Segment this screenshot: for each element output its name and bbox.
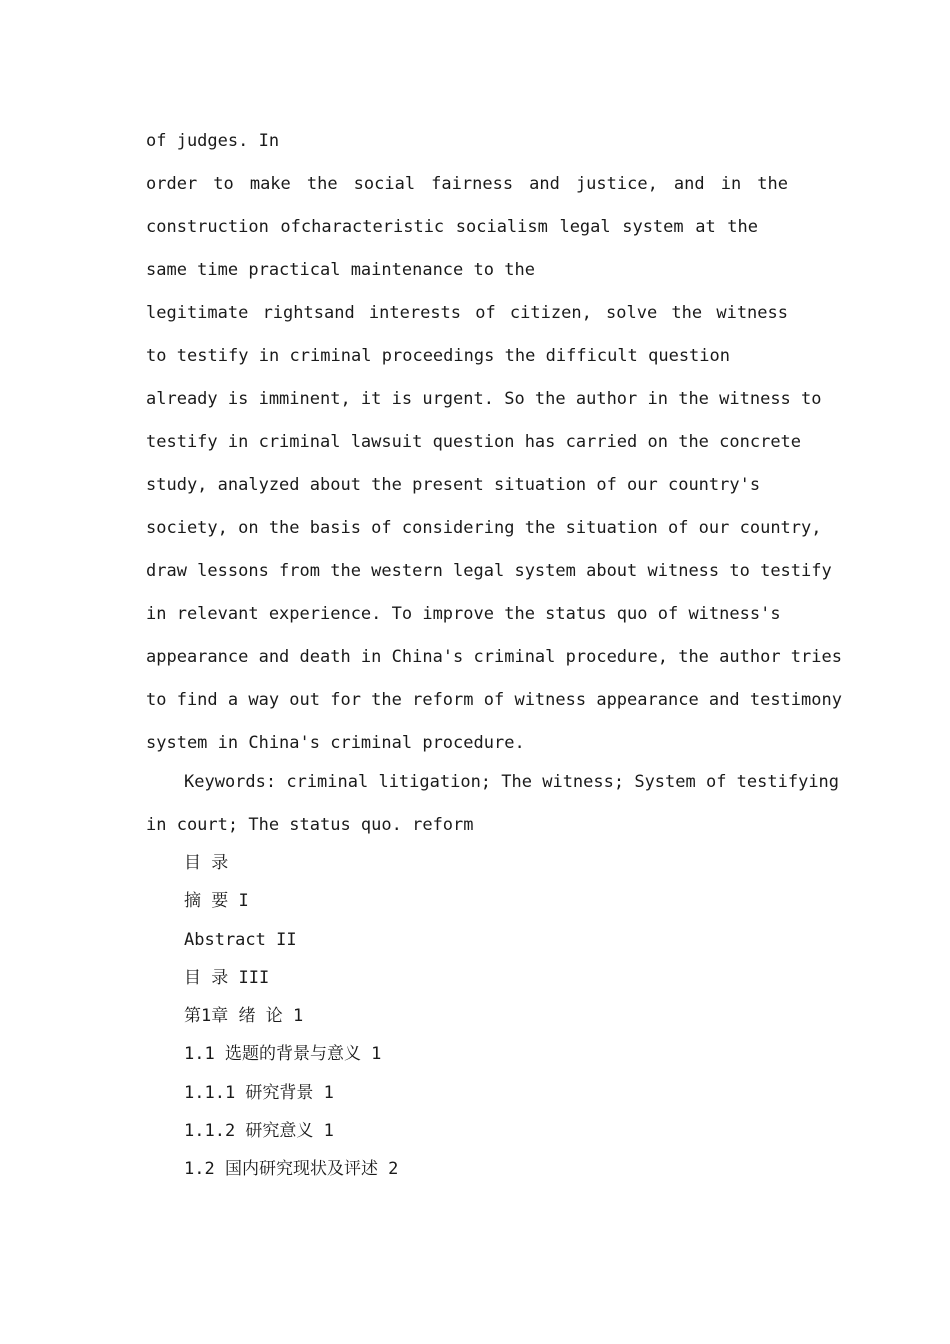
toc-entry: 1.2 国内研究现状及评述 2 — [184, 1159, 399, 1179]
abstract-line: of judges. In — [146, 131, 280, 151]
abstract-line: in relevant experience. To improve the status quo of witness's — [146, 604, 781, 624]
abstract-line: system in China's criminal procedure. — [146, 733, 525, 753]
keywords-line: in court; The status quo. reform — [146, 815, 474, 835]
abstract-line: same time practical maintenance to the — [146, 260, 535, 280]
abstract-line: to find a way out for the reform of witness appearance and testimony — [146, 690, 842, 710]
toc-entry: 1.1.2 研究意义 1 — [184, 1121, 334, 1141]
abstract-line: testify in criminal lawsuit question has carried on the concrete — [146, 432, 802, 452]
abstract-line: draw lessons from the western legal system about witness to testify — [146, 561, 832, 581]
toc-entry: Abstract II — [184, 930, 297, 950]
abstract-line: study, analyzed about the present situation of our country's — [146, 475, 761, 495]
toc-entry: 摘 要 I — [184, 891, 249, 911]
abstract-line: society, on the basis of considering the situation of our country, — [146, 518, 822, 538]
abstract-line: already is imminent, it is urgent. So the author in the witness to — [146, 389, 822, 409]
abstract-line: legitimate rightsand interests of citizen, solve the witness — [146, 303, 788, 323]
abstract-line: appearance and death in China's criminal procedure, the author tries — [146, 647, 842, 667]
toc-entry: 1.1.1 研究背景 1 — [184, 1083, 334, 1103]
toc-entry: 1.1 选题的背景与意义 1 — [184, 1044, 382, 1064]
toc-entry: 第1章 绪 论 1 — [184, 1006, 304, 1026]
abstract-line: construction ofcharacteristic socialism legal system at the — [146, 217, 758, 237]
abstract-line: to testify in criminal proceedings the difficult question — [146, 346, 730, 366]
toc-entry: 目 录 III — [184, 968, 270, 988]
abstract-line: order to make the social fairness and justice, and in the — [146, 174, 788, 194]
toc-title: 目 录 — [184, 853, 229, 873]
keywords-line: Keywords: criminal litigation; The witness; System of testifying — [184, 772, 840, 792]
